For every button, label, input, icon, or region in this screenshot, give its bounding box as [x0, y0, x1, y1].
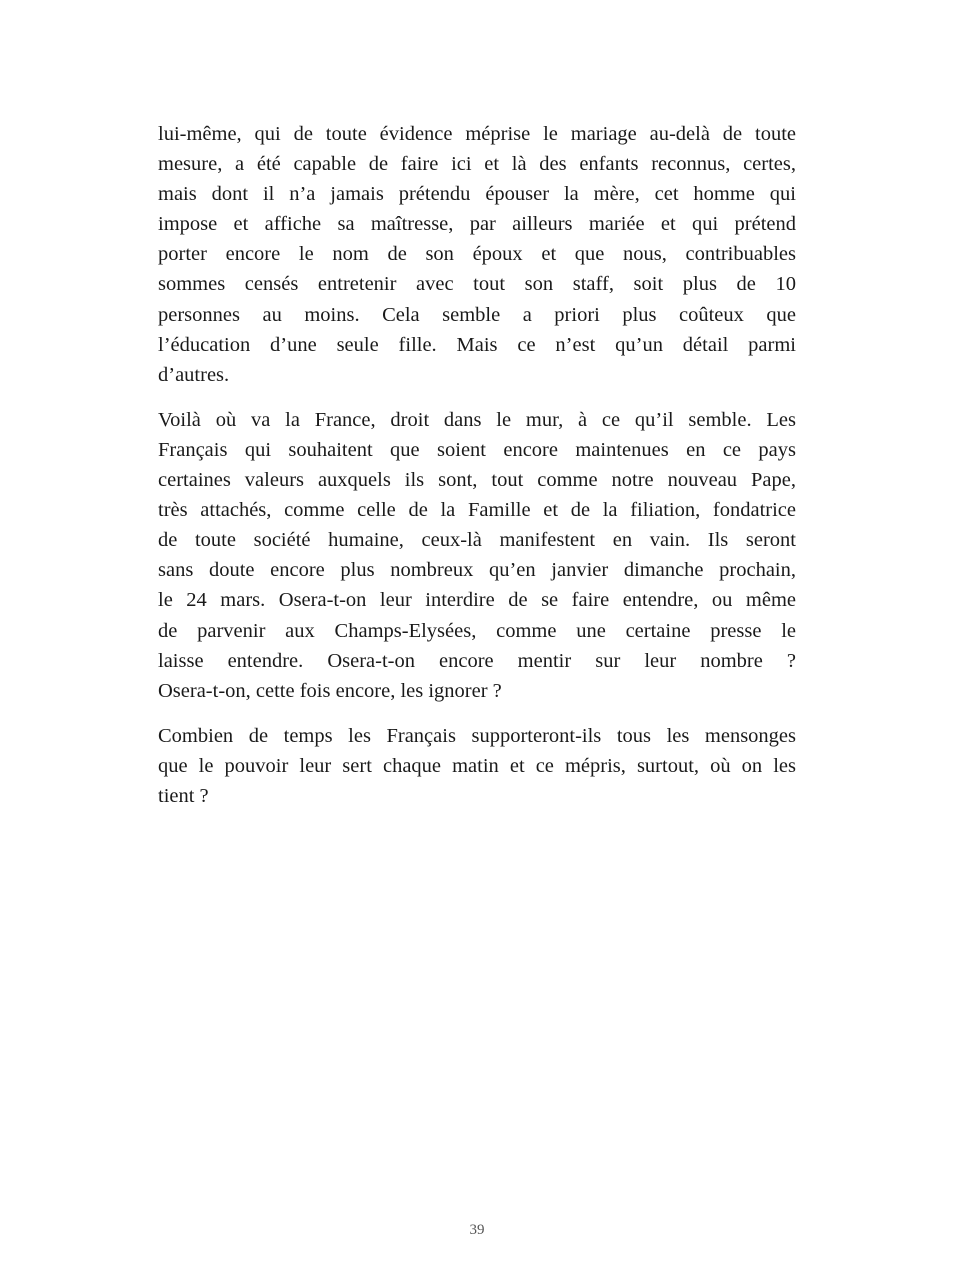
paragraph-3 [158, 721, 796, 811]
paragraph-2 [158, 405, 796, 706]
text-line: Osera-t-on, cette fois encore, les ignorer ? [158, 679, 502, 702]
text-line: sommes censés entretenir avec tout son staff, soit plus de 10 [158, 273, 796, 296]
text-line: de parvenir aux Champs-Elysées, comme une certaine presse le [158, 619, 796, 642]
text-line: lui-même, qui de toute évidence méprise le mariage au-delà de toute [158, 123, 796, 145]
paragraph-1 [158, 119, 796, 390]
text-line: personnes au moins. Cela semble a priori plus coûteux que [158, 303, 796, 326]
body-text [158, 119, 796, 826]
page-number: 39 [469, 1222, 485, 1238]
text-line: l’éducation d’une seule fille. Mais ce n’est qu’un détail parmi [158, 333, 796, 356]
text-line: sans doute encore plus nombreux qu’en janvier dimanche prochain, [158, 559, 796, 582]
text-line: que le pouvoir leur sert chaque matin et ce mépris, surtout, où on les [158, 754, 796, 777]
text-line: mais dont il n’a jamais prétendu épouser la mère, cet homme qui [158, 183, 796, 206]
text-line: d’autres. [158, 363, 230, 386]
text-line: certaines valeurs auxquels ils sont, tout comme notre nouveau Pape, [158, 469, 796, 492]
text-line: laisse entendre. Osera-t-on encore mentir sur leur nombre ? [158, 649, 796, 672]
text-line: impose et affiche sa maîtresse, par ailleurs mariée et qui prétend [158, 213, 796, 236]
text-line: de toute société humaine, ceux-là manifestent en vain. Ils seront [158, 529, 796, 552]
text-line: le 24 mars. Osera-t-on leur interdire de se faire entendre, ou même [158, 589, 796, 612]
text-line: mesure, a été capable de faire ici et là des enfants reconnus, certes, [158, 153, 796, 176]
text-line: très attachés, comme celle de la Famille et de la filiation, fondatrice [158, 499, 796, 522]
text-line: porter encore le nom de son époux et que nous, contribuables [158, 243, 796, 266]
text-line: Français qui souhaitent que soient encore maintenues en ce pays [158, 438, 796, 461]
text-line: Voilà où va la France, droit dans le mur, à ce qu’il semble. Les [158, 408, 796, 431]
text-line: tient ? [158, 784, 209, 807]
text-line: Combien de temps les Français supporteront-ils tous les mensonges [158, 724, 796, 747]
